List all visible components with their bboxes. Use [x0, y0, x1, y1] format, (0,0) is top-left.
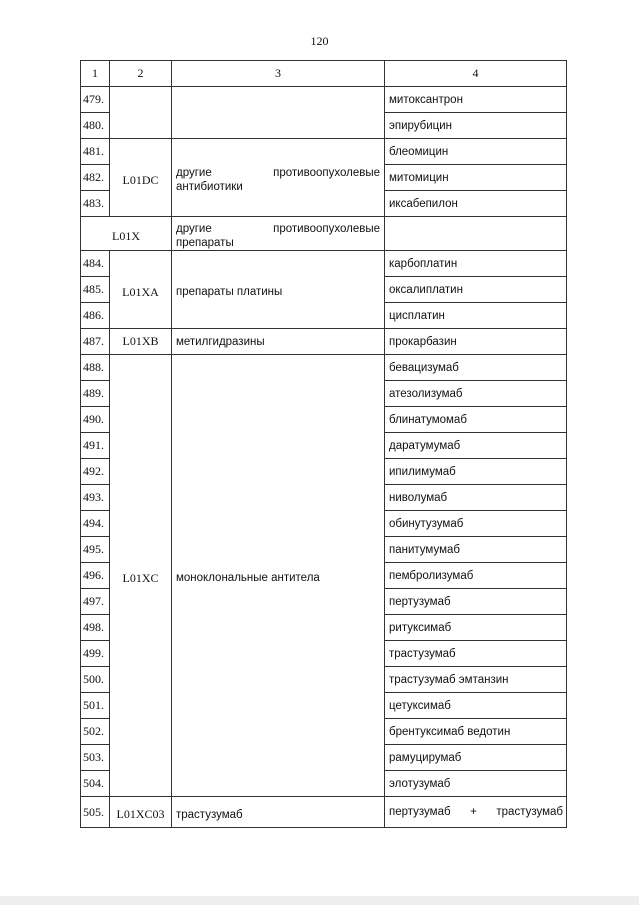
table-row: [81, 139, 567, 165]
row-number: 503.: [81, 745, 110, 771]
drug-name: бевацизумаб: [385, 355, 567, 381]
row-number: 489.: [81, 381, 110, 407]
row-number: 482.: [81, 165, 110, 191]
row-number: 493.: [81, 485, 110, 511]
drug-name: ниволумаб: [385, 485, 567, 511]
drug-name: элотузумаб: [385, 771, 567, 797]
drug-name: атезолизумаб: [385, 381, 567, 407]
column-header-2: 2: [110, 61, 172, 87]
group-name: препараты платины: [172, 251, 385, 329]
drug-name: иксабепилон: [385, 191, 567, 217]
drug-name: блинатумомаб: [385, 407, 567, 433]
atc-code: L01XB: [110, 329, 172, 355]
row-number: 486.: [81, 303, 110, 329]
column-header-1: 1: [81, 61, 110, 87]
row-number: 498.: [81, 615, 110, 641]
drug-name: ритуксимаб: [385, 615, 567, 641]
table-row: [81, 329, 567, 355]
row-number: 480.: [81, 113, 110, 139]
drug-name: митомицин: [385, 165, 567, 191]
drug-name: ипилимумаб: [385, 459, 567, 485]
drug-name: рамуцирумаб: [385, 745, 567, 771]
table-row: [81, 87, 567, 113]
row-number: 483.: [81, 191, 110, 217]
row-number: 505.: [81, 797, 110, 828]
group-name: трастузумаб: [172, 797, 385, 828]
group-header-row: [81, 217, 567, 251]
row-number: 496.: [81, 563, 110, 589]
column-header-3: 3: [172, 61, 385, 87]
page-number: 120: [310, 34, 329, 48]
drug-name: брентуксимаб ведотин: [385, 719, 567, 745]
row-number: 490.: [81, 407, 110, 433]
row-number: 502.: [81, 719, 110, 745]
drug-name: пембролизумаб: [385, 563, 567, 589]
drug-name: пертузумаб: [385, 589, 567, 615]
group-name-cell: [172, 87, 385, 139]
row-number: 504.: [81, 771, 110, 797]
drug-list-table: [80, 60, 567, 828]
drug-name: панитумумаб: [385, 537, 567, 563]
drug-name: цетуксимаб: [385, 693, 567, 719]
row-number: 488.: [81, 355, 110, 381]
row-number: 481.: [81, 139, 110, 165]
drug-name: цисплатин: [385, 303, 567, 329]
row-number: 487.: [81, 329, 110, 355]
drug-name-empty: [385, 217, 567, 251]
group-name: другие противоопухолевые антибиотики: [172, 139, 385, 217]
drug-name: трастузумаб эмтанзин: [385, 667, 567, 693]
row-number: 495.: [81, 537, 110, 563]
row-number: 494.: [81, 511, 110, 537]
drug-name: эпирубицин: [385, 113, 567, 139]
drug-name: оксалиплатин: [385, 277, 567, 303]
group-name: моноклональные антитела: [172, 355, 385, 797]
row-number: 499.: [81, 641, 110, 667]
row-number: 491.: [81, 433, 110, 459]
row-number: 492.: [81, 459, 110, 485]
row-number: 501.: [81, 693, 110, 719]
group-name: метилгидразины: [172, 329, 385, 355]
row-number: 479.: [81, 87, 110, 113]
drug-name: блеомицин: [385, 139, 567, 165]
drug-name: даратумумаб: [385, 433, 567, 459]
drug-name: пертузумаб + трастузумаб: [385, 797, 567, 828]
table-row: [81, 251, 567, 277]
atc-code: L01XC: [110, 355, 172, 797]
column-header-4: 4: [385, 61, 567, 87]
row-number: 497.: [81, 589, 110, 615]
table-row: [81, 797, 567, 828]
drug-name: митоксантрон: [385, 87, 567, 113]
atc-code: L01DC: [110, 139, 172, 217]
drug-name: прокарбазин: [385, 329, 567, 355]
drug-name: карбоплатин: [385, 251, 567, 277]
row-number: 500.: [81, 667, 110, 693]
drug-name: обинутузумаб: [385, 511, 567, 537]
drug-name: трастузумаб: [385, 641, 567, 667]
atc-code-cell: [110, 87, 172, 139]
atc-code: L01XC03: [110, 797, 172, 828]
row-number: 485.: [81, 277, 110, 303]
atc-code: L01XA: [110, 251, 172, 329]
atc-group-code: L01X: [81, 217, 172, 251]
table-row: [81, 355, 567, 381]
row-number: 484.: [81, 251, 110, 277]
scan-bottom-edge: [0, 896, 639, 905]
table-header-row: [81, 61, 567, 87]
group-name: другие противоопухолевые препараты: [172, 217, 385, 251]
